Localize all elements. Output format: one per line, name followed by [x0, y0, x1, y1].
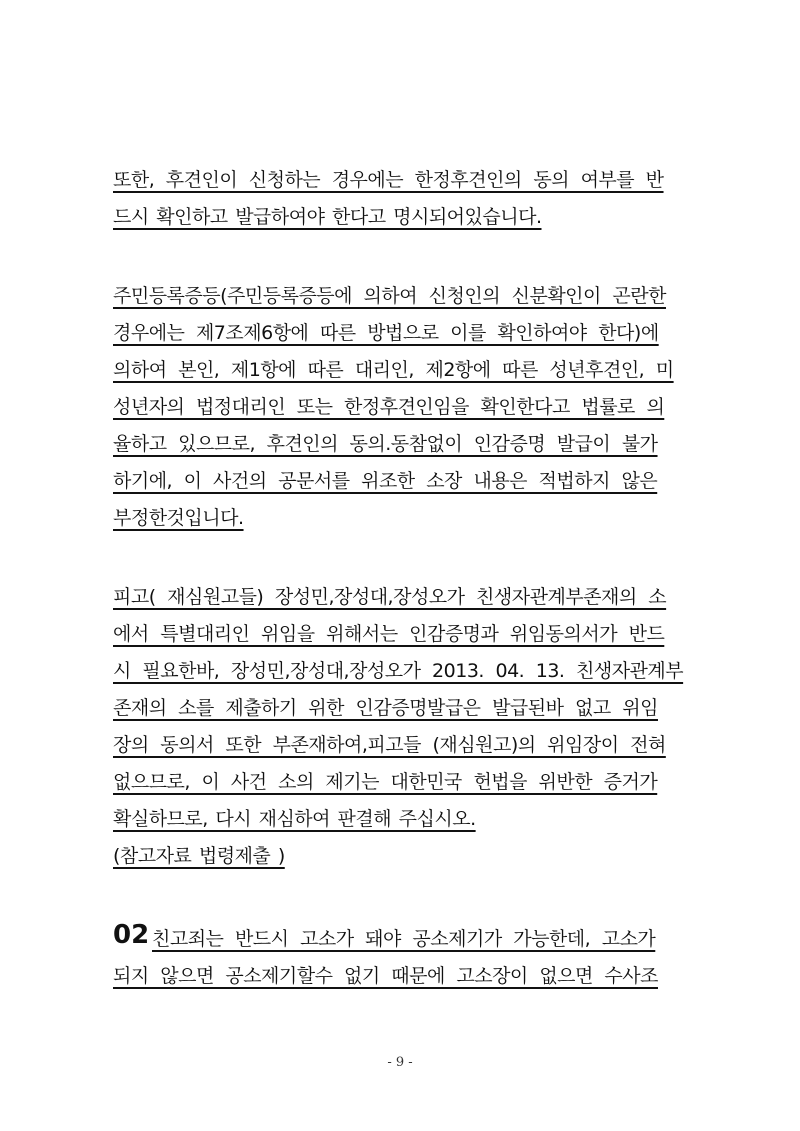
text-line: 없으므로, 이 사건 소의 제기는 대한민국 헌법을 위반한 증거가: [113, 771, 658, 793]
text-line: 피고( 재심원고들) 장성민,장성대,장성오가 친생자관계부존재의 소: [113, 586, 667, 608]
text-line: 존재의 소를 제출하기 위한 인감증명발급은 발급된바 없고 위임: [113, 697, 658, 719]
text-line: 시 필요한바, 장성민,장성대,장성오가 2013. 04. 13. 친생자관계부: [113, 660, 684, 682]
text-line: 경우에는 제7조제6항에 따른 방법으로 이를 확인하여야 한다)에: [113, 322, 659, 344]
section-number: 02: [113, 920, 150, 950]
text-line: 성년자의 법정대리인 또는 한정후견인임을 확인한다고 법률로 의: [113, 396, 665, 418]
text-line: 확실하므로, 다시 재심하여 판결해 주십시오.: [113, 808, 476, 830]
text-line: 또한, 후견인이 신청하는 경우에는 한정후견인의 동의 여부를 반: [113, 169, 664, 191]
text-line: 부정한것입니다.: [113, 507, 244, 529]
text-line: 율하고 있으므로, 후견인의 동의.동참없이 인감증명 발급이 불가: [113, 433, 658, 455]
page-number: - 9 -: [387, 1055, 413, 1070]
text-line: (참고자료 법령제출 ): [113, 845, 285, 867]
text-line: 에서 특별대리인 위임을 위해서는 인감증명과 위임동의서가 반드: [113, 623, 665, 645]
text-line: 주민등록증등(주민등록증등에 의하여 신청인의 신분확인이 곤란한: [113, 285, 666, 307]
text-line: 의하여 본인, 제1항에 따른 대리인, 제2항에 따른 성년후견인, 미: [113, 359, 674, 381]
text-line: 되지 않으면 공소제기할수 없기 때문에 고소장이 없으면 수사조: [113, 965, 658, 987]
text-line: 드시 확인하고 발급하여야 한다고 명시되어있습니다.: [113, 206, 542, 228]
text-line: 장의 동의서 또한 부존재하여,피고들 (재심원고)의 위임장이 전혀: [113, 734, 666, 756]
text-line: 하기에, 이 사건의 공문서를 위조한 소장 내용은 적법하지 않은: [113, 470, 658, 492]
text-line: 친고죄는 반드시 고소가 돼야 공소제기가 가능한데, 고소가: [152, 928, 656, 950]
